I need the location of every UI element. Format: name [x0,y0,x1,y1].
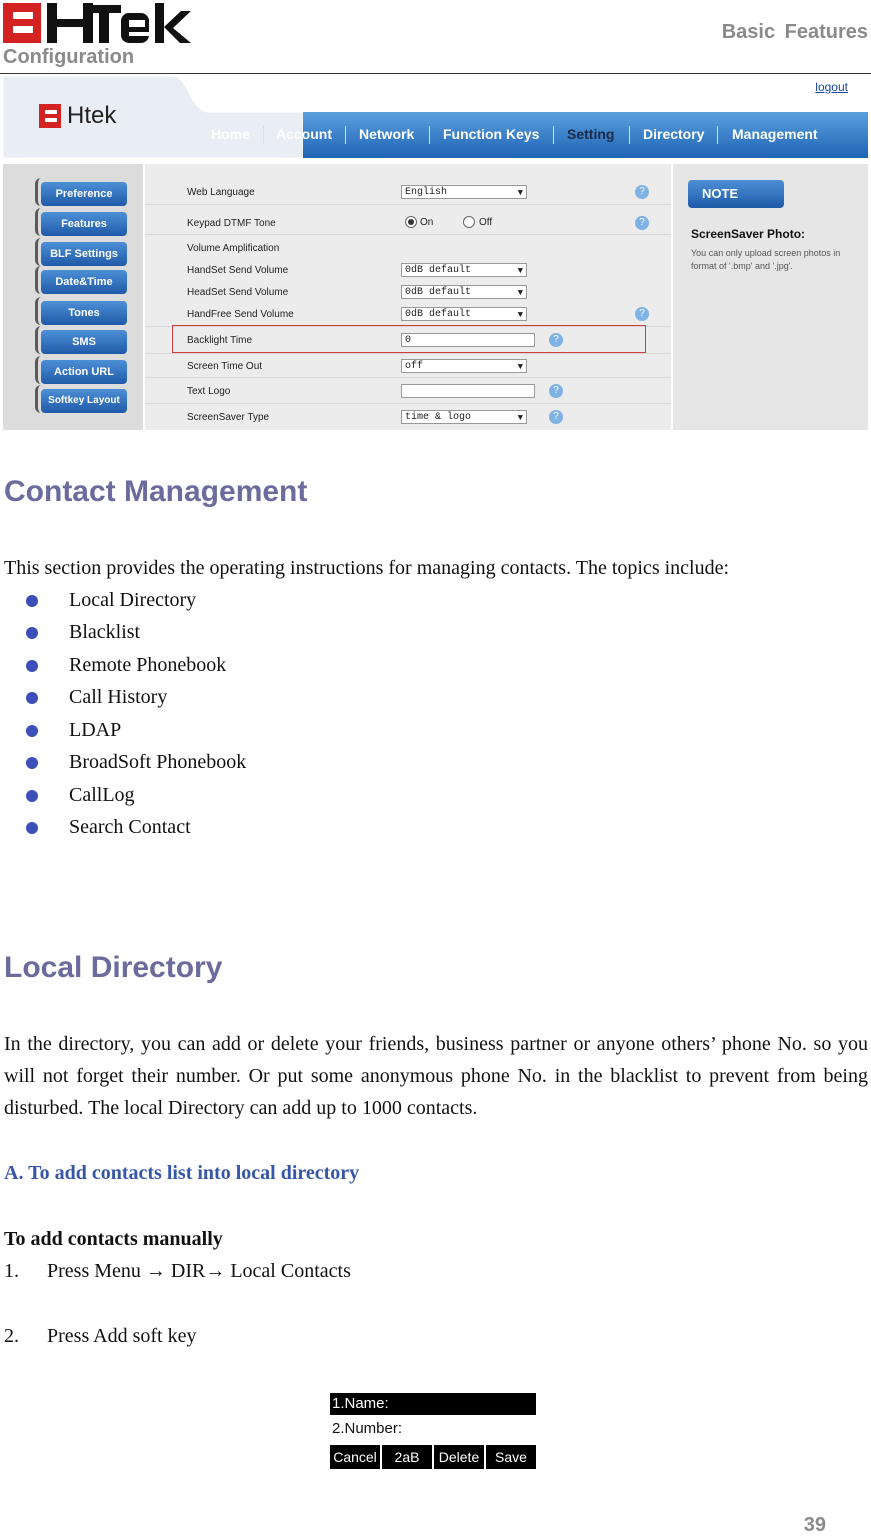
web-ui-logo-panel [3,76,303,158]
help-icon[interactable]: ? [635,307,649,321]
nav-separator [629,126,630,144]
screen-timeout-select[interactable]: off ▼ [401,359,527,373]
bullet-icon [26,660,38,672]
cancel-softkey[interactable]: Cancel [330,1445,380,1469]
backlight-highlight-box [172,325,646,353]
sidebar-item-features[interactable]: Features [41,212,127,236]
setting-label: HandFree Send Volume [187,309,294,320]
step-2 [4,1325,196,1348]
dtmf-off-label: Off [479,217,493,228]
topic-item: Local Directory [69,589,197,611]
setting-label: Text Logo [187,386,231,397]
local-directory-heading: Local Directory [4,951,223,984]
setting-label: Volume Amplification [187,243,280,254]
delete-softkey[interactable]: Delete [434,1445,484,1469]
web-language-select[interactable]: English ▼ [401,185,527,199]
nav-separator [553,126,554,144]
step-number: 1. [4,1260,19,1282]
nav-separator [345,126,346,144]
setting-label: HandSet Send Volume [187,265,289,276]
nav-management[interactable]: Management [732,126,818,142]
bullet-icon [26,595,38,607]
setting-label: ScreenSaver Type [187,412,270,423]
step-1 [4,1260,351,1283]
section-title-right: Basic Features [721,21,868,43]
nav-separator [263,126,264,144]
bullet-icon [26,790,38,802]
step-number: 2. [4,1325,19,1347]
topic-item: CallLog [69,784,135,806]
note-title: ScreenSaver Photo: [691,227,806,241]
row-divider [145,403,671,404]
sidebar-item-blf-settings[interactable]: BLF Settings [41,242,127,266]
nav-network[interactable]: Network [359,126,415,142]
setting-label: Keypad DTMF Tone [187,218,276,229]
row-divider [145,204,671,205]
help-icon[interactable]: ? [635,185,649,199]
phone-screen [330,1393,536,1469]
chevron-down-icon: ▼ [517,413,523,423]
sidebar-item-sms[interactable]: SMS [41,330,127,354]
sidebar-item-date-time[interactable]: Date&Time [41,270,127,294]
handset-volume-select[interactable]: 0dB default ▼ [401,263,527,277]
nav-function-keys[interactable]: Function Keys [443,126,540,142]
page-number: 39 [803,1514,826,1536]
step-text: Press Add soft key [47,1325,197,1347]
help-icon[interactable]: ? [549,384,563,398]
note-button: NOTE [688,180,784,208]
setting-row-handset-volume [145,260,671,282]
sidebar-item-tones[interactable]: Tones [41,301,127,325]
setting-row-screen-timeout [145,356,671,378]
topic-item: Search Contact [69,816,191,838]
chevron-down-icon: ▼ [517,188,523,198]
help-icon[interactable]: ? [635,216,649,230]
input-mode-softkey[interactable]: 2aB [382,1445,432,1469]
htek-logo [3,3,191,43]
setting-row-volume-amplification [145,238,671,260]
chevron-down-icon: ▼ [517,266,523,276]
sidebar-item-action-url[interactable]: Action URL [41,360,127,384]
topic-item: LDAP [69,719,122,741]
setting-row-dtmf-tone [145,213,671,235]
bullet-icon [26,627,38,639]
setting-label: HeadSet Send Volume [187,287,289,298]
row-divider [145,234,671,235]
nav-account[interactable]: Account [276,126,332,142]
sidebar-item-preference[interactable]: Preference [41,182,127,206]
contact-management-intro: This section provides the operating instructions for managing contacts. The topics include: [4,557,730,579]
chevron-down-icon: ▼ [517,362,523,372]
nav-separator [429,126,430,144]
topic-item: Call History [69,686,168,708]
bullet-icon [26,757,38,769]
number-field-row: 2.Number: [332,1420,403,1437]
setting-row-handfree-volume [145,304,671,326]
nav-setting[interactable]: Setting [567,126,615,142]
setting-row-text-logo [145,381,671,403]
local-directory-intro: In the directory, you can add or delete your friends, business partner or anyone others’ phone No. so you will not forget their number. Or put some anonymous phone No. in the blacklist to prevent from being disturbed. The local Directory can add up to 1000 contacts. [4,1033,868,1119]
section-title-left: Configuration [3,46,135,68]
save-softkey[interactable]: Save [486,1445,536,1469]
help-icon[interactable]: ? [549,410,563,424]
row-divider [145,353,671,354]
backlight-time-input[interactable]: 0 [401,333,535,347]
setting-label: Screen Time Out [187,361,263,372]
contact-management-heading: Contact Management [4,475,308,508]
setting-row-headset-volume [145,282,671,304]
dtmf-off-radio[interactable] [463,216,475,228]
handfree-volume-select[interactable]: 0dB default ▼ [401,307,527,321]
text-logo-input[interactable] [401,384,535,398]
web-ui-screenshot [3,76,868,430]
bullet-icon [26,692,38,704]
nav-directory[interactable]: Directory [643,126,705,142]
help-icon[interactable]: ? [549,333,563,347]
add-contacts-subheading: A. To add contacts list into local directory [4,1162,360,1184]
setting-row-screensaver-type [145,407,671,429]
web-ui-brand: Htek [67,102,117,129]
chevron-down-icon: ▼ [517,310,523,320]
logout-link[interactable]: logout [815,80,848,94]
header-divider [0,73,871,74]
nav-separator [717,126,718,144]
topic-item: Remote Phonebook [69,654,227,676]
setting-row-web-language [145,182,671,204]
topic-item: BroadSoft Phonebook [69,751,247,773]
setting-label: Web Language [187,187,255,198]
dtmf-on-label: On [420,217,434,228]
add-manually-title: To add contacts manually [4,1228,223,1250]
nav-home[interactable]: Home [211,126,250,142]
screensaver-type-select[interactable]: time & logo ▼ [401,410,527,424]
bullet-icon [26,822,38,834]
topic-item: Blacklist [69,621,141,643]
setting-label: Backlight Time [187,335,253,346]
row-divider [145,377,671,378]
chevron-down-icon: ▼ [517,288,523,298]
note-text: You can only upload screen photos in format of '.bmp' and '.jpg'. [691,248,841,271]
name-field-row: 1.Name: [330,1393,536,1415]
dtmf-on-radio[interactable] [405,216,417,228]
sidebar-item-softkey-layout[interactable]: Softkey Layout [41,389,127,413]
bullet-icon [26,725,38,737]
step-text: Press Menu → DIR→ Local Contacts [47,1260,351,1282]
headset-volume-select[interactable]: 0dB default ▼ [401,285,527,299]
